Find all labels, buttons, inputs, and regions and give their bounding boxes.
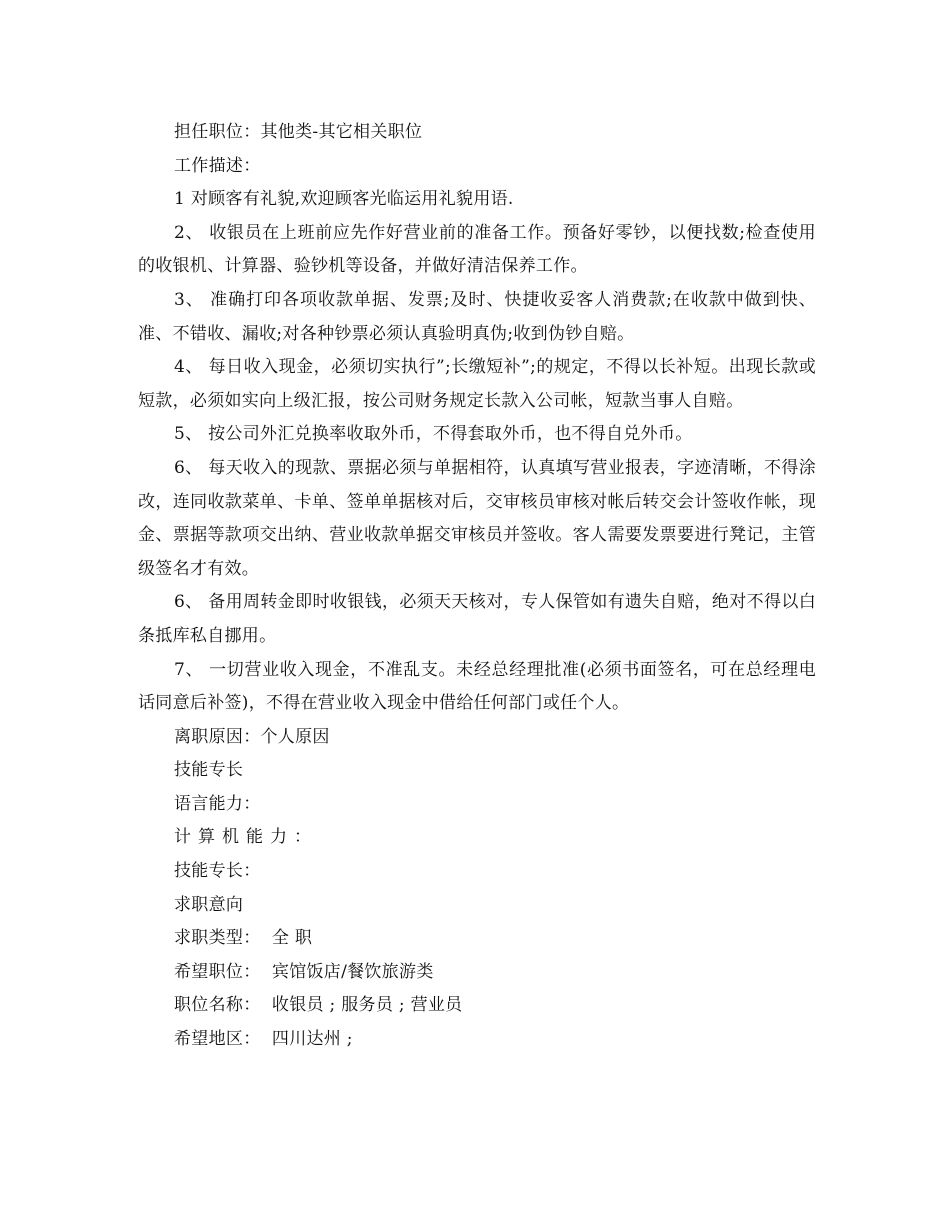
duty-item: 2、 收银员在上班前应先作好营业前的准备工作。预备好零钞，以便找数;检查使用的收银机、计算器、验钞机等设备，并做好清洁保养工作。 <box>138 222 816 277</box>
computer-ability: 计算机能力： <box>174 827 318 848</box>
position-held: 担任职位：其他类-其它相关职位 <box>174 122 423 142</box>
duty-item: 7、 一切营业收入现金，不准乱支。未经总经理批准(必须书面签名，可在总经理电话同意后补签)，不得在营业收入现金中借给任何部门或任个人。 <box>138 659 816 714</box>
duty-item: 6、 备用周转金即时收银钱，必须天天核对，专人保管如有遗失自赔，绝对不得以白条抵库私自挪用。 <box>138 592 816 646</box>
desired-position: 希望职位： 宾馆饭店/餐饮旅游类 <box>174 961 434 982</box>
position-titles: 职位名称： 收银员 ; 服务员 ; 营业员 <box>174 995 463 1016</box>
skills-label: 技能专长： <box>174 861 261 882</box>
language-ability: 语言能力： <box>174 793 261 814</box>
leaving-reason: 离职原因：个人原因 <box>174 726 330 747</box>
duty-item: 3、 准确打印各项收款单据、发票;及时、快捷收妥客人消费款;在收款中做到快、准、不错收、漏收;对各种钞票必须认真验明真伪;收到伪钞自赔。 <box>138 289 816 344</box>
duty-item: 1 对顾客有礼貌,欢迎顾客光临运用礼貌用语. <box>174 189 514 210</box>
job-intention-heading: 求职意向 <box>174 894 244 915</box>
duty-item: 5、 按公司外汇兑换率收取外币，不得套取外币，也不得自兑外币。 <box>174 424 693 445</box>
resume-body <box>138 116 816 1057</box>
job-type: 求职类型： 全 职 <box>174 928 313 949</box>
desired-location: 希望地区： 四川达州 ; <box>174 1029 353 1050</box>
skills-heading: 技能专长 <box>174 760 244 781</box>
duty-item: 6、 每天收入的现款、票据必须与单据相符，认真填写营业报表，字迹清晰，不得涂改，连同收款菜单、卡单、签单单据核对后，交审核员审核对帐后转交会计签收作帐，现金、票据等款项交出纳、营业收款单据交审核员并签收。客人需要发票要进行凳记，主管级签名才有效。 <box>138 457 816 579</box>
duty-item: 4、 每日收入现金，必须切实执行”;长缴短补”;的规定，不得以长补短。出现长款或短款，必须如实向上级汇报，按公司财务规定长款入公司帐，短款当事人自赔。 <box>138 357 816 411</box>
job-description-heading: 工作描述： <box>174 155 261 176</box>
